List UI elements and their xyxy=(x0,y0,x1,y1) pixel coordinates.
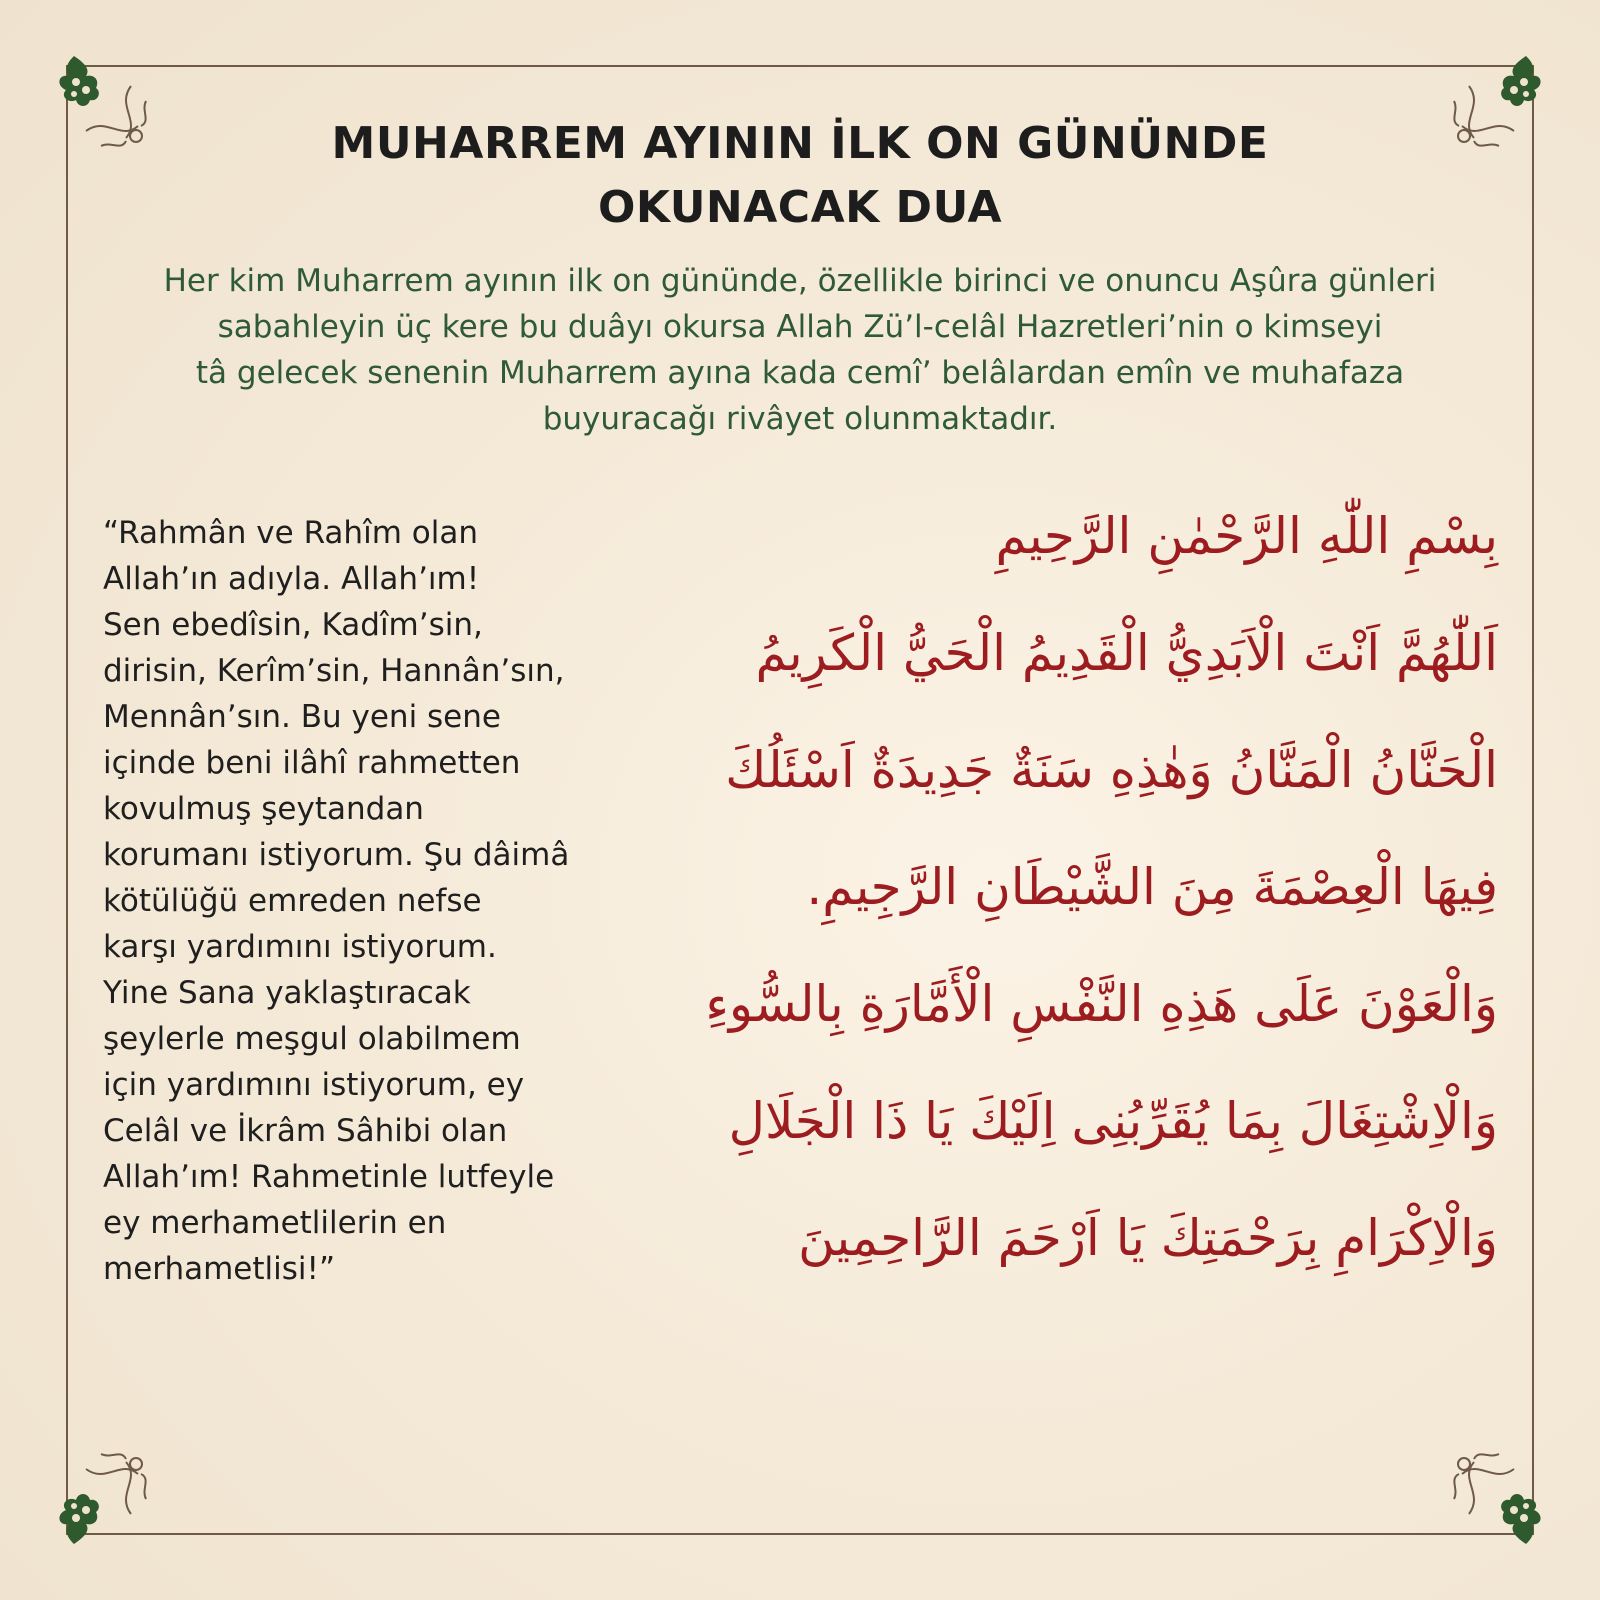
translation-line: korumanı istiyorum. Şu dâimâ xyxy=(103,837,570,873)
intro-line: tâ gelecek senenin Muharrem ayına kada cemî’ belâlardan emîn ve muhafaza xyxy=(195,355,1405,391)
intro-paragraph xyxy=(100,258,1500,442)
translation-line: kovulmuş şeytandan xyxy=(103,791,424,827)
arabic-line: فِيهَا الْعِصْمَةَ مِنَ الشَّيْطَانِ الرَّجِيمِ. xyxy=(806,858,1498,916)
arabic-line: اَللّٰهُمَّ اَنْتَ الْاَبَدِيُّ الْقَدِيمُ الْحَيُّ الْكَرِيمُ xyxy=(755,624,1498,682)
arabic-line: الْحَنَّانُ الْمَنَّانُ وَهٰذِهِ سَنَةٌ جَدِيدَةٌ اَسْئَلُكَ xyxy=(725,741,1498,799)
floral-corner-ornament-icon xyxy=(46,1434,166,1554)
translation-line: Allah’ım! Rahmetinle lutfeyle xyxy=(103,1159,555,1195)
intro-line: buyuracağı rivâyet olunmaktadır. xyxy=(542,401,1058,437)
page-title xyxy=(100,112,1500,240)
floral-corner-ornament-icon xyxy=(1434,1434,1554,1554)
translation-line: kötülüğü emreden nefse xyxy=(103,883,482,919)
intro-line: sabahleyin üç kere bu duâyı okursa Allah Zü’l-celâl Hazretleri’nin o kimseyi xyxy=(217,309,1383,345)
translation-line: karşı yardımını istiyorum. xyxy=(103,929,497,965)
translation-line: ey merhametlilerin en xyxy=(103,1205,447,1241)
arabic-line: بِسْمِ اللّٰهِ الرَّحْمٰنِ الرَّحِيمِ xyxy=(995,507,1498,565)
translation-line: içinde beni ilâhî rahmetten xyxy=(103,745,521,781)
corner-ornament-icon xyxy=(1434,1434,1554,1554)
arabic-prayer xyxy=(640,478,1498,1297)
title-line: OKUNACAK DUA xyxy=(597,182,1003,233)
translation-line: Sen ebedîsin, Kadîm’sin, xyxy=(103,607,483,643)
translation-line: Celâl ve İkrâm Sâhibi olan xyxy=(103,1113,508,1149)
translation-line: Allah’ın adıyla. Allah’ım! xyxy=(103,561,480,597)
translation-line: şeylerle meşgul olabilmem xyxy=(103,1021,521,1057)
turkish-translation xyxy=(103,510,643,1292)
arabic-line: وَالْعَوْنَ عَلَى هَذِهِ النَّفْسِ الْأَمَّارَةِ بِالسُّوءِ xyxy=(705,975,1498,1033)
translation-line: “Rahmân ve Rahîm olan xyxy=(103,515,478,551)
intro-line: Her kim Muharrem ayının ilk on gününde, özellikle birinci ve onuncu Aşûra günleri xyxy=(163,263,1437,299)
translation-line: merhametlisi!” xyxy=(103,1251,336,1287)
arabic-line: وَالْاِكْرَامِ بِرَحْمَتِكَ يَا اَرْحَمَ الرَّاحِمِينَ xyxy=(798,1209,1498,1267)
translation-line: için yardımını istiyorum, ey xyxy=(103,1067,525,1103)
corner-ornament-icon xyxy=(46,1434,166,1554)
translation-line: dirisin, Kerîm’sin, Hannân’sın, xyxy=(103,653,565,689)
arabic-line: وَالْاِشْتِغَالَ بِمَا يُقَرِّبُنِى اِلَيْكَ يَا ذَا الْجَلَالِ xyxy=(728,1092,1498,1150)
title-line: MUHARREM AYININ İLK ON GÜNÜNDE xyxy=(331,118,1269,169)
translation-line: Yine Sana yaklaştıracak xyxy=(103,975,471,1011)
translation-line: Mennân’sın. Bu yeni sene xyxy=(103,699,501,735)
